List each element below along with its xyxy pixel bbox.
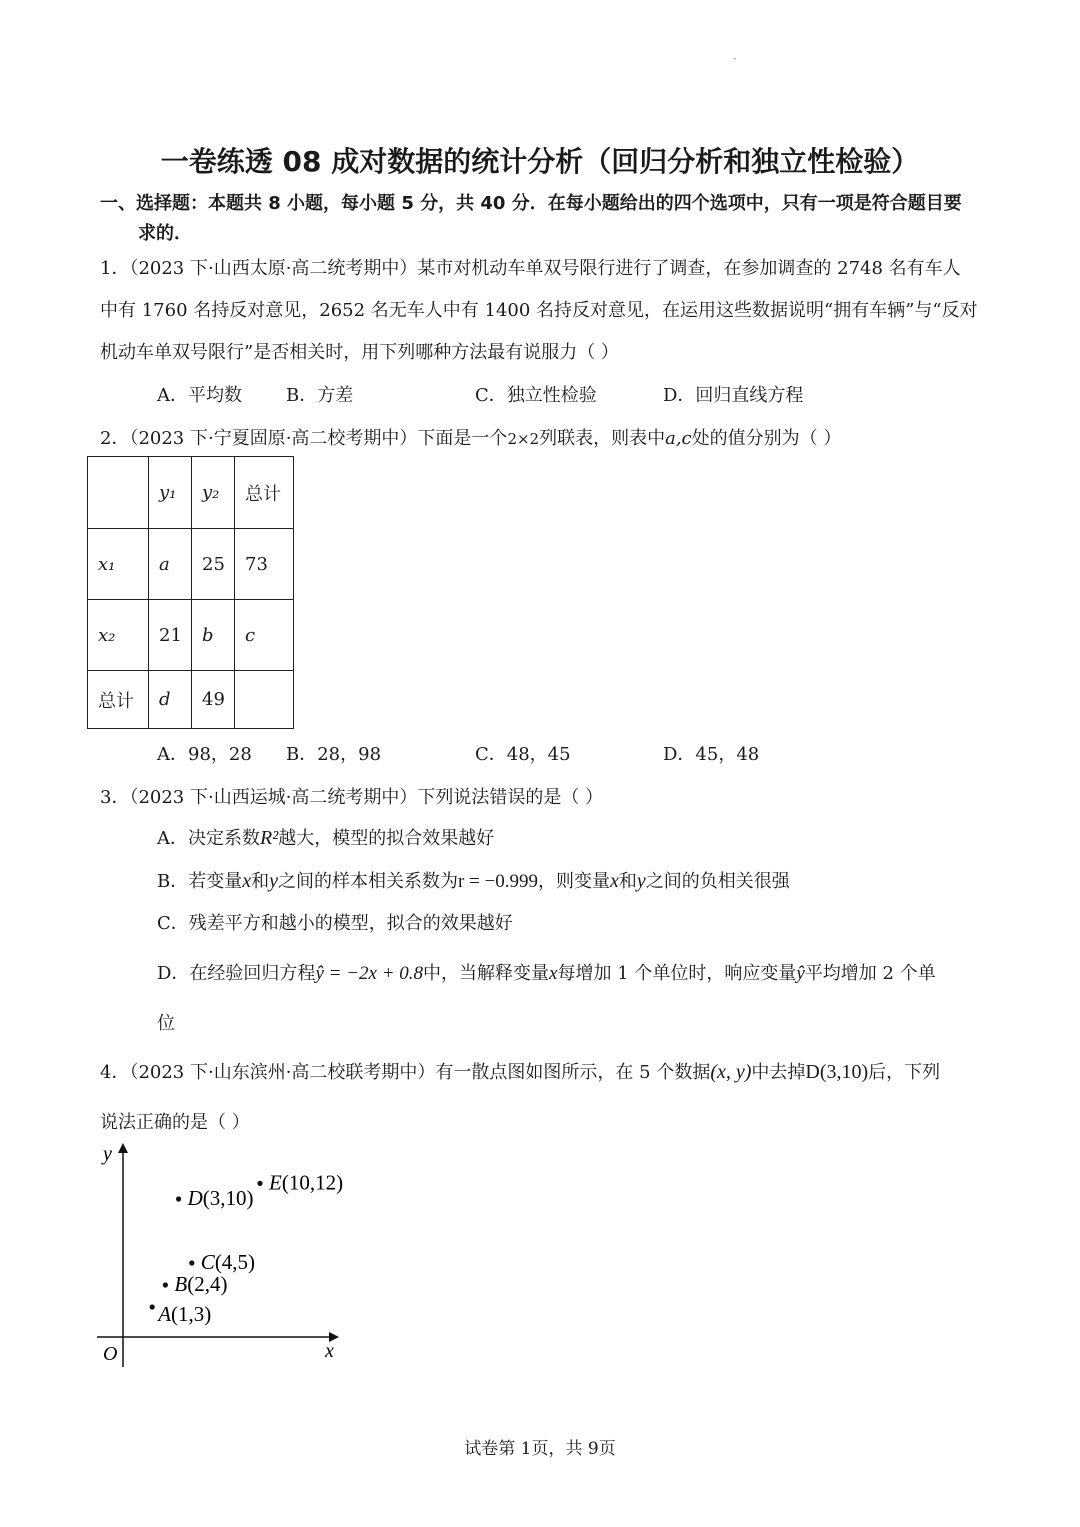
- q4-mid: 中去掉: [751, 1062, 806, 1083]
- q1-option-c: C．独立性检验: [475, 385, 597, 406]
- q3-d-eq: ŷ = −2x + 0.8: [315, 963, 424, 984]
- table-header-y1: y₁: [149, 457, 192, 529]
- q2-option-a: A．98，28: [157, 744, 252, 765]
- page-footer: 试卷第 1页，共 9页: [464, 1439, 616, 1459]
- section-heading: [100, 189, 990, 249]
- q4-stem: [100, 1058, 940, 1084]
- scatter-points: [150, 1170, 343, 1326]
- q2-option-d: D．45，48: [663, 744, 760, 765]
- q3-option-d-line-2: 位: [157, 1013, 175, 1034]
- scatter-point-d: [176, 1196, 181, 1201]
- q2-prefix: 2．（2023 下·宁夏固原·高二校考期中）下面是一个: [100, 428, 508, 449]
- table-cell: c: [235, 600, 294, 671]
- table-row-label: x₂: [88, 600, 149, 671]
- table-header-total: 总计: [235, 457, 294, 529]
- table-cell: [88, 457, 149, 529]
- q3-b-x2: x: [610, 870, 619, 892]
- table-row-label: x₁: [88, 529, 149, 600]
- table-cell: 73: [235, 529, 294, 600]
- q1-line-2: 中有 1760 名持反对意见，2652 名无车人中有 1400 名持反对意见，在运用这些数据说明“拥有车辆”与“反对: [100, 300, 978, 321]
- scatter-label-b: B(2,4): [174, 1272, 228, 1296]
- table-row: [88, 457, 294, 529]
- origin-label: O: [103, 1343, 118, 1365]
- q3-a-var: R²: [260, 827, 279, 849]
- table-cell: b: [192, 600, 235, 671]
- scatter-point-c: [189, 1260, 194, 1265]
- q4-post: 后，下列: [868, 1062, 941, 1083]
- q1-line-3: 机动车单双号限行”是否相关时，用下列哪种方法最有说服力（ ）: [100, 342, 619, 363]
- q3-b-post1: ，则变量: [538, 871, 611, 892]
- q3-d-post: 平均增加 2 个单: [804, 963, 936, 984]
- scatter-label-d: D(3,10): [187, 1186, 254, 1210]
- q3-b-x: x: [242, 870, 252, 892]
- table-row: [88, 671, 294, 729]
- contingency-table: [87, 456, 294, 729]
- q3-b-mid: 之间的样本相关系数为: [278, 871, 459, 892]
- table-cell: a: [149, 529, 192, 600]
- scatter-plot: [95, 1135, 455, 1385]
- q3-option-c: C．残差平方和越小的模型，拟合的效果越好: [157, 913, 513, 934]
- section-line-2: 求的．: [138, 223, 192, 244]
- scatter-label-c: C(4,5): [200, 1250, 256, 1274]
- y-axis-label: y: [103, 1143, 112, 1165]
- table-row: [88, 529, 294, 600]
- table-row: [88, 600, 294, 671]
- section-line-1: 一、选择题：本题共 8 小题，每小题 5 分，共 40 分．在每小题给出的四个选项中，只有一项是符合题目要: [100, 193, 962, 214]
- q3-stem: 3．（2023 下·山西运城·高二统考期中）下列说法错误的是（ ）: [100, 787, 604, 808]
- q1-option-b: B．方差: [286, 385, 354, 406]
- scatter-point-a: [150, 1304, 155, 1309]
- scatter-label-e: E(10,12): [269, 1170, 344, 1195]
- q4-pre: 4．（2023 下·山东滨州·高二校联考期中）有一散点图如图所示，在 5 个数据: [100, 1062, 711, 1083]
- scatter-point-e: [257, 1181, 262, 1186]
- q1-line-1: 1．（2023 下·山西太原·高二统考期中）某市对机动车单双号限行进行了调查，在参加调查的 2748 名有车人: [100, 258, 961, 279]
- x-axis-label: x: [325, 1340, 334, 1362]
- q2-vars: a,c: [665, 428, 692, 449]
- q2-stem: [100, 424, 841, 450]
- q3-b-y: y: [269, 870, 279, 892]
- table-cell: d: [149, 671, 192, 729]
- q3-option-a: [157, 824, 494, 850]
- q1-option-d: D．回归直线方程: [663, 385, 804, 406]
- q3-a-pre: A．决定系数: [157, 828, 260, 849]
- table-cell: [235, 671, 294, 729]
- header-mark: ·: [733, 52, 737, 66]
- table-cell: 25: [192, 529, 235, 600]
- q3-b-post2: 之间的负相关很强: [645, 871, 790, 892]
- q3-b-r: r = −0.999: [458, 871, 539, 892]
- table-cell: 49: [192, 671, 235, 729]
- q3-d-x: x: [549, 963, 558, 984]
- q2-size: 2×2: [507, 430, 540, 448]
- page-title: 一卷练透 08 成对数据的统计分析（回归分析和独立性检验）: [160, 145, 920, 178]
- table-cell: 21: [149, 600, 192, 671]
- q3-b-pre: B．若变量: [157, 871, 243, 892]
- q2-middle: 列联表，则表中: [539, 428, 666, 449]
- q3-b-and1: 和: [251, 871, 270, 892]
- scatter-label-a: A(1,3): [158, 1302, 212, 1326]
- q2-suffix: 处的值分别为（ ）: [691, 428, 842, 449]
- q4-pair: (x, y): [710, 1061, 752, 1083]
- q3-d-mid2: 每增加 1 个单位时，响应变量: [557, 963, 797, 984]
- q2-option-b: B．28，98: [286, 744, 382, 765]
- q4-point: D(3,10): [805, 1061, 869, 1083]
- q3-b-and2: 和: [618, 871, 637, 892]
- scatter-point-b: [163, 1282, 168, 1287]
- q4-line-2: 说法正确的是（ ）: [100, 1112, 250, 1133]
- table-row-label: 总计: [88, 671, 149, 729]
- q3-a-post: 越大，模型的拟合效果越好: [278, 828, 495, 849]
- q3-option-d: [157, 959, 936, 985]
- q3-d-yhat: ŷ: [796, 963, 805, 984]
- q3-d-mid: 中，当解释变量: [423, 963, 550, 984]
- table-header-y2: y₂: [192, 457, 235, 529]
- q3-b-y2: y: [636, 870, 646, 892]
- q2-option-c: C．48，45: [475, 744, 571, 765]
- q1-option-a: A．平均数: [157, 385, 242, 406]
- q3-option-b: [157, 867, 790, 893]
- q3-d-pre: D．在经验回归方程: [157, 963, 316, 984]
